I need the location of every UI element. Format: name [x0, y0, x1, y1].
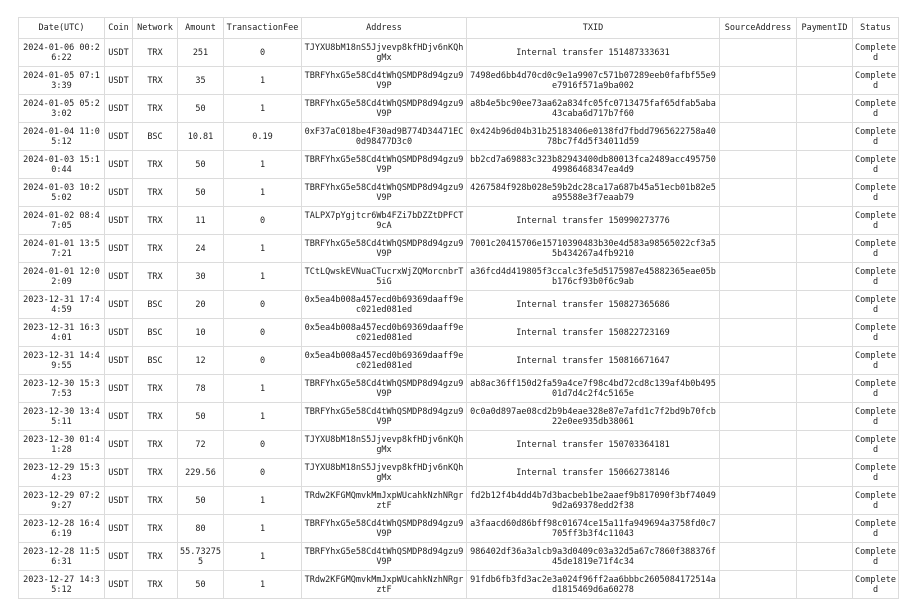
- address-cell: TBRFYhxG5e58Cd4tWhQSMDP8d94gzu9V9P: [302, 403, 467, 431]
- payment-id-cell: [797, 207, 853, 235]
- txid-cell: 0c0a0d897ae08cd2b9b4eae328e87e7afd1c7f2bd9b70fcb22e0ee935db38061: [467, 403, 720, 431]
- fee-cell: 1: [224, 95, 302, 123]
- network-cell: TRX: [133, 515, 178, 543]
- fee-cell: 0: [224, 431, 302, 459]
- source-address-cell: [720, 403, 797, 431]
- coin-cell: USDT: [105, 487, 133, 515]
- date-cell: 2023-12-30 15:37:53: [19, 375, 105, 403]
- table-row: [19, 403, 899, 431]
- fee-cell: 1: [224, 179, 302, 207]
- network-cell: BSC: [133, 319, 178, 347]
- network-cell: TRX: [133, 543, 178, 571]
- payment-id-cell: [797, 543, 853, 571]
- txid-cell: Internal transfer 150822723169: [467, 319, 720, 347]
- date-cell: 2024-01-04 11:05:12: [19, 123, 105, 151]
- source-address-cell: [720, 263, 797, 291]
- payment-id-cell: [797, 95, 853, 123]
- source-address-cell: [720, 39, 797, 67]
- status-cell: Completed: [853, 515, 899, 543]
- date-cell: 2024-01-03 15:10:44: [19, 151, 105, 179]
- table-row: [19, 207, 899, 235]
- amount-cell: 20: [178, 291, 224, 319]
- amount-cell: 50: [178, 571, 224, 599]
- status-cell: Completed: [853, 179, 899, 207]
- status-cell: Completed: [853, 543, 899, 571]
- status-cell: Completed: [853, 319, 899, 347]
- amount-cell: 72: [178, 431, 224, 459]
- coin-cell: USDT: [105, 39, 133, 67]
- table-row: [19, 67, 899, 95]
- address-cell: 0x5ea4b008a457ecd0b69369daaff9ec021ed081ed: [302, 347, 467, 375]
- date-cell: 2023-12-31 14:49:55: [19, 347, 105, 375]
- address-cell: TJYXU8bM18nS5Jjvevp8kfHDjv6nKQhgMx: [302, 39, 467, 67]
- col-fee-header: TransactionFee: [224, 18, 302, 39]
- coin-cell: USDT: [105, 431, 133, 459]
- status-cell: Completed: [853, 403, 899, 431]
- network-cell: BSC: [133, 347, 178, 375]
- date-cell: 2024-01-06 00:26:22: [19, 39, 105, 67]
- col-status-header: Status: [853, 18, 899, 39]
- network-cell: TRX: [133, 263, 178, 291]
- status-cell: Completed: [853, 347, 899, 375]
- address-cell: 0x5ea4b008a457ecd0b69369daaff9ec021ed081ed: [302, 319, 467, 347]
- date-cell: 2023-12-29 07:29:27: [19, 487, 105, 515]
- table-row: [19, 39, 899, 67]
- table-row: [19, 431, 899, 459]
- address-cell: TBRFYhxG5e58Cd4tWhQSMDP8d94gzu9V9P: [302, 235, 467, 263]
- fee-cell: 1: [224, 263, 302, 291]
- fee-cell: 1: [224, 67, 302, 95]
- address-cell: TBRFYhxG5e58Cd4tWhQSMDP8d94gzu9V9P: [302, 95, 467, 123]
- fee-cell: 0: [224, 39, 302, 67]
- coin-cell: USDT: [105, 207, 133, 235]
- network-cell: TRX: [133, 431, 178, 459]
- amount-cell: 50: [178, 403, 224, 431]
- coin-cell: USDT: [105, 347, 133, 375]
- table-row: [19, 263, 899, 291]
- fee-cell: 1: [224, 403, 302, 431]
- coin-cell: USDT: [105, 95, 133, 123]
- date-cell: 2024-01-01 12:02:09: [19, 263, 105, 291]
- date-cell: 2023-12-30 13:45:11: [19, 403, 105, 431]
- source-address-cell: [720, 431, 797, 459]
- fee-cell: 0: [224, 459, 302, 487]
- source-address-cell: [720, 459, 797, 487]
- txid-cell: fd2b12f4b4dd4b7d3bacbeb1be2aaef9b817090f3bf740499d2a69378edd2f38: [467, 487, 720, 515]
- date-cell: 2024-01-01 13:57:21: [19, 235, 105, 263]
- network-cell: TRX: [133, 39, 178, 67]
- amount-cell: 251: [178, 39, 224, 67]
- col-coin-header: Coin: [105, 18, 133, 39]
- date-cell: 2023-12-28 11:56:31: [19, 543, 105, 571]
- fee-cell: 0: [224, 319, 302, 347]
- source-address-cell: [720, 151, 797, 179]
- amount-cell: 11: [178, 207, 224, 235]
- fee-cell: 1: [224, 515, 302, 543]
- table-row: [19, 319, 899, 347]
- txid-cell: ab8ac36ff150d2fa59a4ce7f98c4bd72cd8c139af4b0b49501d7d4c2f4c5165e: [467, 375, 720, 403]
- source-address-cell: [720, 207, 797, 235]
- status-cell: Completed: [853, 571, 899, 599]
- status-cell: Completed: [853, 39, 899, 67]
- payment-id-cell: [797, 347, 853, 375]
- address-cell: TCtLQwskEVNuaCTucrxWjZQMorcnbrT5iG: [302, 263, 467, 291]
- fee-cell: 1: [224, 151, 302, 179]
- txid-cell: Internal transfer 150827365686: [467, 291, 720, 319]
- address-cell: TBRFYhxG5e58Cd4tWhQSMDP8d94gzu9V9P: [302, 151, 467, 179]
- address-cell: TBRFYhxG5e58Cd4tWhQSMDP8d94gzu9V9P: [302, 375, 467, 403]
- source-address-cell: [720, 571, 797, 599]
- coin-cell: USDT: [105, 459, 133, 487]
- date-cell: 2023-12-28 16:46:19: [19, 515, 105, 543]
- fee-cell: 0: [224, 291, 302, 319]
- table-row: [19, 151, 899, 179]
- payment-id-cell: [797, 179, 853, 207]
- source-address-cell: [720, 487, 797, 515]
- payment-id-cell: [797, 235, 853, 263]
- txid-cell: 7498ed6bb4d70cd0c9e1a9907c571b07289eeb0fafbf55e9e7916f571a9ba002: [467, 67, 720, 95]
- fee-cell: 1: [224, 375, 302, 403]
- status-cell: Completed: [853, 207, 899, 235]
- transaction-history: [18, 17, 899, 599]
- network-cell: TRX: [133, 403, 178, 431]
- status-cell: Completed: [853, 291, 899, 319]
- txid-cell: Internal transfer 150990273776: [467, 207, 720, 235]
- coin-cell: USDT: [105, 571, 133, 599]
- fee-cell: 0.19: [224, 123, 302, 151]
- amount-cell: 12: [178, 347, 224, 375]
- amount-cell: 78: [178, 375, 224, 403]
- source-address-cell: [720, 235, 797, 263]
- address-cell: TBRFYhxG5e58Cd4tWhQSMDP8d94gzu9V9P: [302, 515, 467, 543]
- address-cell: TJYXU8bM18nS5Jjvevp8kfHDjv6nKQhgMx: [302, 459, 467, 487]
- status-cell: Completed: [853, 263, 899, 291]
- table-row: [19, 543, 899, 571]
- status-cell: Completed: [853, 487, 899, 515]
- payment-id-cell: [797, 375, 853, 403]
- amount-cell: 50: [178, 487, 224, 515]
- coin-cell: USDT: [105, 151, 133, 179]
- payment-id-cell: [797, 515, 853, 543]
- fee-cell: 0: [224, 207, 302, 235]
- date-cell: 2024-01-02 08:47:05: [19, 207, 105, 235]
- col-payment-id-header: PaymentID: [797, 18, 853, 39]
- txid-cell: a36fcd4d419805f3ccalc3fe5d5175987e45882365eae05bb176cf93b0f6c9ab: [467, 263, 720, 291]
- network-cell: TRX: [133, 487, 178, 515]
- payment-id-cell: [797, 67, 853, 95]
- table-row: [19, 375, 899, 403]
- date-cell: 2024-01-05 07:13:39: [19, 67, 105, 95]
- network-cell: BSC: [133, 291, 178, 319]
- network-cell: TRX: [133, 235, 178, 263]
- txid-cell: 0x424b96d04b31b25183406e0138fd7fbdd7965622758a4078bc7f4d5f34011d59: [467, 123, 720, 151]
- date-cell: 2024-01-05 05:23:02: [19, 95, 105, 123]
- network-cell: TRX: [133, 571, 178, 599]
- table-row: [19, 235, 899, 263]
- txid-cell: 986402df36a3alcb9a3d0409c03a32d5a67c7860f388376f45de1819e71f4c34: [467, 543, 720, 571]
- amount-cell: 24: [178, 235, 224, 263]
- coin-cell: USDT: [105, 179, 133, 207]
- coin-cell: USDT: [105, 123, 133, 151]
- network-cell: TRX: [133, 459, 178, 487]
- source-address-cell: [720, 179, 797, 207]
- date-cell: 2023-12-30 01:41:28: [19, 431, 105, 459]
- coin-cell: USDT: [105, 319, 133, 347]
- address-cell: TJYXU8bM18nS5Jjvevp8kfHDjv6nKQhgMx: [302, 431, 467, 459]
- coin-cell: USDT: [105, 403, 133, 431]
- network-cell: TRX: [133, 151, 178, 179]
- coin-cell: USDT: [105, 291, 133, 319]
- date-cell: 2023-12-27 14:35:12: [19, 571, 105, 599]
- source-address-cell: [720, 319, 797, 347]
- fee-cell: 0: [224, 347, 302, 375]
- col-source-address-header: SourceAddress: [720, 18, 797, 39]
- amount-cell: 30: [178, 263, 224, 291]
- address-cell: TALPX7pYgjtcr6Wb4FZi7bDZZtDPFCT9cA: [302, 207, 467, 235]
- network-cell: TRX: [133, 179, 178, 207]
- coin-cell: USDT: [105, 235, 133, 263]
- source-address-cell: [720, 375, 797, 403]
- payment-id-cell: [797, 403, 853, 431]
- coin-cell: USDT: [105, 375, 133, 403]
- source-address-cell: [720, 67, 797, 95]
- source-address-cell: [720, 515, 797, 543]
- amount-cell: 229.56: [178, 459, 224, 487]
- date-cell: 2023-12-31 17:44:59: [19, 291, 105, 319]
- coin-cell: USDT: [105, 67, 133, 95]
- date-cell: 2024-01-03 10:25:02: [19, 179, 105, 207]
- table-row: [19, 95, 899, 123]
- source-address-cell: [720, 95, 797, 123]
- col-network-header: Network: [133, 18, 178, 39]
- status-cell: Completed: [853, 151, 899, 179]
- txid-cell: 7001c20415706e15710390483b30e4d583a98565022cf3a55b434267a4fb9210: [467, 235, 720, 263]
- address-cell: 0x5ea4b008a457ecd0b69369daaff9ec021ed081ed: [302, 291, 467, 319]
- txid-cell: 91fdb6fb3fd3ac2e3a024f96ff2aa6bbbc2605084172514ad1815469d6a60278: [467, 571, 720, 599]
- amount-cell: 80: [178, 515, 224, 543]
- amount-cell: 50: [178, 151, 224, 179]
- table-row: [19, 487, 899, 515]
- amount-cell: 55.732755: [178, 543, 224, 571]
- network-cell: TRX: [133, 207, 178, 235]
- fee-cell: 1: [224, 543, 302, 571]
- date-cell: 2023-12-31 16:34:01: [19, 319, 105, 347]
- payment-id-cell: [797, 319, 853, 347]
- payment-id-cell: [797, 151, 853, 179]
- table-row: [19, 123, 899, 151]
- table-row: [19, 515, 899, 543]
- address-cell: TRdw2KFGMQmvkMmJxpWUcahkNzhNRgrztF: [302, 487, 467, 515]
- amount-cell: 35: [178, 67, 224, 95]
- txid-cell: Internal transfer 150703364181: [467, 431, 720, 459]
- payment-id-cell: [797, 123, 853, 151]
- payment-id-cell: [797, 571, 853, 599]
- txid-cell: Internal transfer 151487333631: [467, 39, 720, 67]
- address-cell: TBRFYhxG5e58Cd4tWhQSMDP8d94gzu9V9P: [302, 543, 467, 571]
- amount-cell: 50: [178, 95, 224, 123]
- status-cell: Completed: [853, 235, 899, 263]
- fee-cell: 1: [224, 487, 302, 515]
- source-address-cell: [720, 347, 797, 375]
- network-cell: TRX: [133, 95, 178, 123]
- payment-id-cell: [797, 459, 853, 487]
- network-cell: TRX: [133, 67, 178, 95]
- date-cell: 2023-12-29 15:34:23: [19, 459, 105, 487]
- txid-cell: Internal transfer 150662738146: [467, 459, 720, 487]
- txid-cell: a8b4e5bc90ee73aa62a834fc05fc0713475faf65dfab5aba43caba6d717b7f60: [467, 95, 720, 123]
- txid-cell: 4267584f928b028e59b2dc28ca17a687b45a51ecb01b82e5a95588e3f7eaab79: [467, 179, 720, 207]
- table-header-row: [19, 18, 899, 39]
- source-address-cell: [720, 291, 797, 319]
- amount-cell: 10.81: [178, 123, 224, 151]
- amount-cell: 50: [178, 179, 224, 207]
- table-row: [19, 291, 899, 319]
- table-row: [19, 571, 899, 599]
- fee-cell: 1: [224, 571, 302, 599]
- payment-id-cell: [797, 431, 853, 459]
- fee-cell: 1: [224, 235, 302, 263]
- col-date-header: Date(UTC): [19, 18, 105, 39]
- txid-cell: bb2cd7a69883c323b82943400db80013fca2489acc49575049986468347ea4d9: [467, 151, 720, 179]
- coin-cell: USDT: [105, 543, 133, 571]
- coin-cell: USDT: [105, 515, 133, 543]
- txid-cell: Internal transfer 150816671647: [467, 347, 720, 375]
- address-cell: TBRFYhxG5e58Cd4tWhQSMDP8d94gzu9V9P: [302, 67, 467, 95]
- amount-cell: 10: [178, 319, 224, 347]
- status-cell: Completed: [853, 67, 899, 95]
- status-cell: Completed: [853, 123, 899, 151]
- table-row: [19, 347, 899, 375]
- network-cell: TRX: [133, 375, 178, 403]
- col-address-header: Address: [302, 18, 467, 39]
- payment-id-cell: [797, 487, 853, 515]
- col-txid-header: TXID: [467, 18, 720, 39]
- table-body: [19, 39, 899, 599]
- payment-id-cell: [797, 263, 853, 291]
- status-cell: Completed: [853, 95, 899, 123]
- payment-id-cell: [797, 291, 853, 319]
- source-address-cell: [720, 123, 797, 151]
- source-address-cell: [720, 543, 797, 571]
- table-row: [19, 459, 899, 487]
- status-cell: Completed: [853, 375, 899, 403]
- status-cell: Completed: [853, 459, 899, 487]
- address-cell: TBRFYhxG5e58Cd4tWhQSMDP8d94gzu9V9P: [302, 179, 467, 207]
- coin-cell: USDT: [105, 263, 133, 291]
- table-row: [19, 179, 899, 207]
- txid-cell: a3faacd60d86bff98c01674ce15a11fa949694a3758fd0c7705ff3b3f4c11043: [467, 515, 720, 543]
- status-cell: Completed: [853, 431, 899, 459]
- payment-id-cell: [797, 39, 853, 67]
- address-cell: 0xF37aC018be4F30ad9B774D34471EC0d98477D3c0: [302, 123, 467, 151]
- transaction-table: [18, 17, 899, 599]
- address-cell: TRdw2KFGMQmvkMmJxpWUcahkNzhNRgrztF: [302, 571, 467, 599]
- network-cell: BSC: [133, 123, 178, 151]
- col-amount-header: Amount: [178, 18, 224, 39]
